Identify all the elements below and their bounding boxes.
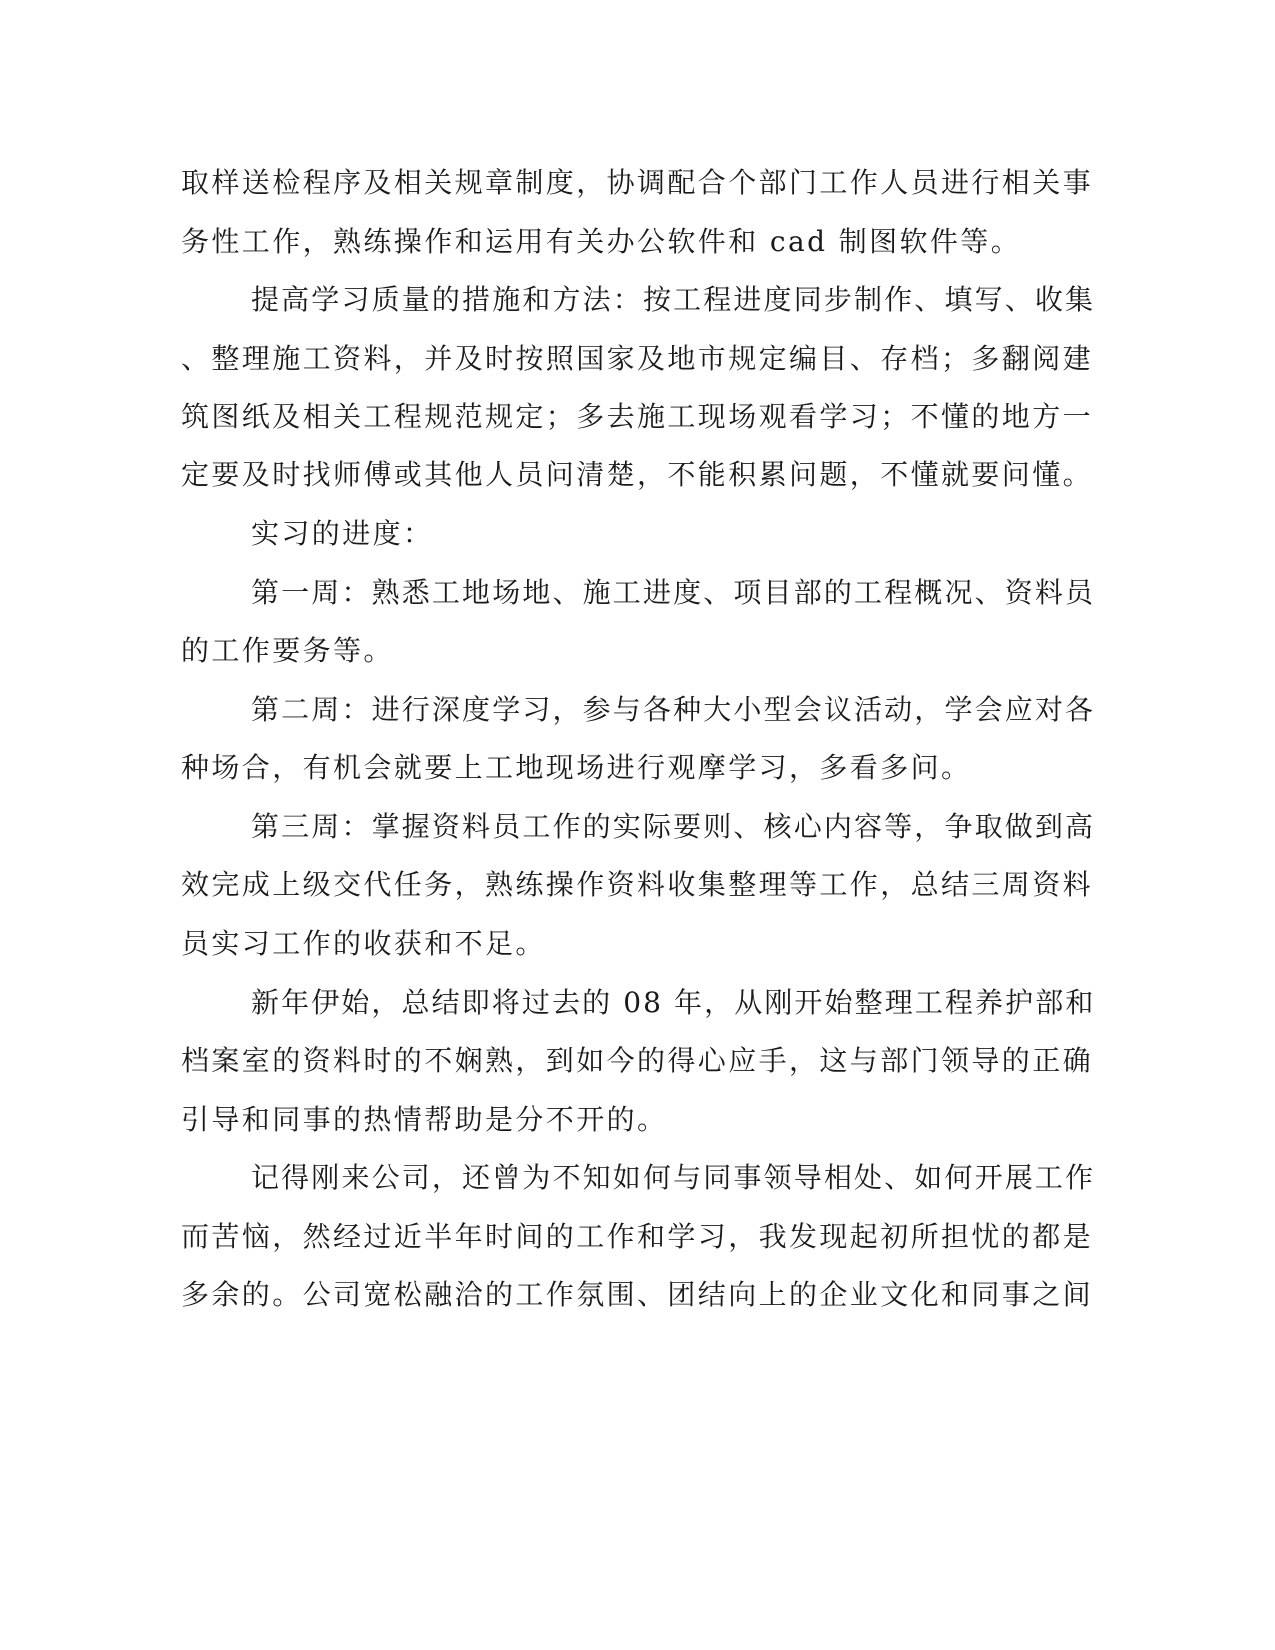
text-line: 而苦恼，然经过近半年时间的工作和学习，我发现起初所担忧的都是 xyxy=(181,1220,1094,1253)
paragraph-first-line: 实习的进度： xyxy=(251,517,434,550)
text-line: 多余的。公司宽松融洽的工作氛围、团结向上的企业文化和同事之间 xyxy=(181,1278,1094,1311)
paragraph-first-line: 提高学习质量的措施和方法：按工程进度同步制作、填写、收集 xyxy=(251,283,1096,316)
paragraph-first-line: 第二周：进行深度学习，参与各种大小型会议活动，学会应对各 xyxy=(251,693,1096,726)
text-line: 效完成上级交代任务，熟练操作资料收集整理等工作，总结三周资料 xyxy=(181,868,1094,901)
text-line: 取样送检程序及相关规章制度，协调配合个部门工作人员进行相关事 xyxy=(181,166,1094,199)
text-line: 定要及时找师傅或其他人员问清楚，不能积累问题，不懂就要问懂。 xyxy=(181,458,1094,491)
paragraph-first-line: 第一周：熟悉工地场地、施工进度、项目部的工程概况、资料员 xyxy=(251,576,1096,609)
paragraph-first-line: 新年伊始，总结即将过去的 08 年，从刚开始整理工程养护部和 xyxy=(251,986,1096,1019)
text-line: 员实习工作的收获和不足。 xyxy=(181,927,546,960)
paragraph-first-line: 第三周：掌握资料员工作的实际要则、核心内容等，争取做到高 xyxy=(251,810,1096,843)
text-line: 的工作要务等。 xyxy=(181,634,394,667)
paragraph-first-line: 记得刚来公司，还曾为不知如何与同事领导相处、如何开展工作 xyxy=(251,1161,1096,1194)
text-line: 档案室的资料时的不娴熟，到如今的得心应手，这与部门领导的正确 xyxy=(181,1044,1094,1077)
text-line: 务性工作，熟练操作和运用有关办公软件和 cad 制图软件等。 xyxy=(181,225,1022,258)
text-line: 筑图纸及相关工程规范规定；多去施工现场观看学习；不懂的地方一 xyxy=(181,400,1094,433)
text-line: 种场合，有机会就要上工地现场进行观摩学习，多看多问。 xyxy=(181,751,972,784)
text-line: 引导和同事的热情帮助是分不开的。 xyxy=(181,1103,668,1136)
text-line: 、整理施工资料，并及时按照国家及地市规定编目、存档；多翻阅建 xyxy=(181,342,1094,375)
